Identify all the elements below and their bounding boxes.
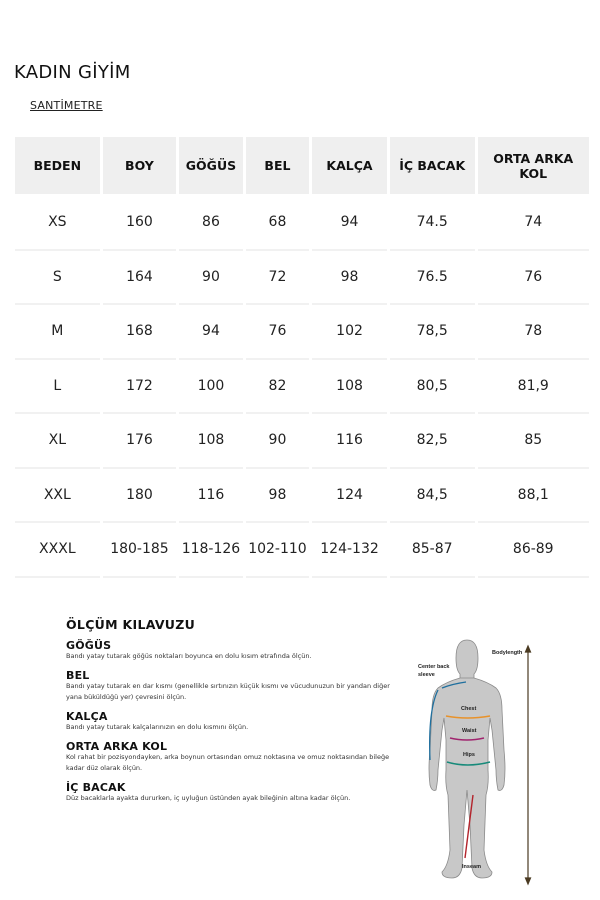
- table-row: [15, 360, 589, 415]
- guide-text: Düz bacaklarla ayakta dururken, iç uyluğun üstünden ayak bileğinin altına kadar ölçün.: [66, 794, 351, 802]
- size-cell: XXL: [15, 469, 100, 524]
- unit-link-centimeter[interactable]: SANTİMETRE: [30, 99, 103, 112]
- column-header-center-back-sleeve: ORTA ARKA KOL: [478, 137, 589, 196]
- guide-heading: İÇ BACAK: [66, 781, 126, 794]
- hips-cell: 116: [312, 414, 387, 469]
- bodylength-arrow-icon: [526, 646, 531, 884]
- size-cell: M: [15, 305, 100, 360]
- waist-cell: 90: [246, 414, 310, 469]
- table-header-row: [15, 137, 589, 196]
- height-cell: 180-185: [103, 523, 177, 578]
- chest-label: Chest: [461, 706, 477, 712]
- measurement-guide-list: [66, 640, 406, 812]
- page-title: KADIN GİYİM: [14, 62, 131, 83]
- waist-cell: 82: [246, 360, 310, 415]
- sleeve-cell: 85: [478, 414, 589, 469]
- column-header-size: BEDEN: [15, 137, 100, 196]
- chest-cell: 118-126: [179, 523, 243, 578]
- hips-cell: 102: [312, 305, 387, 360]
- waist-cell: 68: [246, 196, 310, 251]
- hips-cell: 108: [312, 360, 387, 415]
- chest-cell: 86: [179, 196, 243, 251]
- guide-item-hips: [66, 711, 406, 733]
- table-row: [15, 251, 589, 306]
- guide-heading: ORTA ARKA KOL: [66, 740, 168, 753]
- waist-cell: 102-110: [246, 523, 310, 578]
- guide-text: Bandı yatay tutarak göğüs noktaları boyunca en dolu kısım etrafında ölçün.: [66, 652, 312, 660]
- waist-label: Waist: [462, 728, 477, 734]
- height-cell: 164: [103, 251, 177, 306]
- sleeve-cell: 81,9: [478, 360, 589, 415]
- waist-cell: 98: [246, 469, 310, 524]
- table-row: [15, 196, 589, 251]
- sleeve-cell: 86-89: [478, 523, 589, 578]
- height-cell: 160: [103, 196, 177, 251]
- waist-cell: 72: [246, 251, 310, 306]
- body-measurement-figure: [412, 610, 542, 890]
- size-table: [12, 137, 592, 578]
- inseam-cell: 80,5: [390, 360, 475, 415]
- hips-cell: 124: [312, 469, 387, 524]
- table-row: [15, 414, 589, 469]
- size-cell: L: [15, 360, 100, 415]
- guide-text: Kol rahat bir pozisyondayken, arka boynun ortasından omuz noktasına ve omuz noktasından bileğe kadar düz olarak ölçün.: [66, 753, 390, 772]
- guide-heading: KALÇA: [66, 710, 108, 723]
- height-cell: 172: [103, 360, 177, 415]
- size-cell: XL: [15, 414, 100, 469]
- table-row: [15, 305, 589, 360]
- inseam-cell: 74.5: [390, 196, 475, 251]
- table-row: [15, 469, 589, 524]
- table-row: [15, 523, 589, 578]
- guide-heading: BEL: [66, 669, 90, 682]
- height-cell: 176: [103, 414, 177, 469]
- column-header-inseam: İÇ BACAK: [390, 137, 475, 196]
- inseam-label: Inseam: [462, 864, 481, 870]
- waist-cell: 76: [246, 305, 310, 360]
- hips-cell: 124-132: [312, 523, 387, 578]
- guide-text: Bandı yatay tutarak kalçalarınızın en dolu kısmını ölçün.: [66, 723, 249, 731]
- sleeve-label-line1: Center back: [418, 664, 450, 670]
- inseam-cell: 84,5: [390, 469, 475, 524]
- height-cell: 168: [103, 305, 177, 360]
- hips-label: Hips: [463, 752, 475, 758]
- sleeve-cell: 78: [478, 305, 589, 360]
- chest-cell: 94: [179, 305, 243, 360]
- chest-cell: 90: [179, 251, 243, 306]
- chest-cell: 100: [179, 360, 243, 415]
- sleeve-label-line2: sleeve: [418, 672, 435, 678]
- column-header-height: BOY: [103, 137, 177, 196]
- height-cell: 180: [103, 469, 177, 524]
- column-header-chest: GÖĞÜS: [179, 137, 243, 196]
- size-cell: XXXL: [15, 523, 100, 578]
- guide-item-waist: [66, 670, 406, 703]
- guide-item-chest: [66, 640, 406, 662]
- chest-cell: 116: [179, 469, 243, 524]
- inseam-cell: 78,5: [390, 305, 475, 360]
- inseam-cell: 85-87: [390, 523, 475, 578]
- guide-item-inseam: [66, 782, 406, 804]
- column-header-hips: KALÇA: [312, 137, 387, 196]
- chest-cell: 108: [179, 414, 243, 469]
- sleeve-cell: 76: [478, 251, 589, 306]
- hips-cell: 98: [312, 251, 387, 306]
- bodylength-label: Bodylength: [492, 650, 523, 656]
- hips-cell: 94: [312, 196, 387, 251]
- inseam-cell: 76.5: [390, 251, 475, 306]
- size-cell: S: [15, 251, 100, 306]
- guide-item-center-back-sleeve: [66, 741, 406, 774]
- sleeve-cell: 88,1: [478, 469, 589, 524]
- size-cell: XS: [15, 196, 100, 251]
- column-header-waist: BEL: [246, 137, 310, 196]
- guide-heading: GÖĞÜS: [66, 639, 112, 652]
- inseam-cell: 82,5: [390, 414, 475, 469]
- sleeve-cell: 74: [478, 196, 589, 251]
- measurement-guide-title: ÖLÇÜM KILAVUZU: [66, 617, 196, 632]
- guide-text: Bandı yatay tutarak en dar kısmı (genellikle sırtınızın küçük kısmı ve vücudunuzun bir yandan diğer yana büküldüğü yer) çevresini ölçün.: [66, 682, 390, 701]
